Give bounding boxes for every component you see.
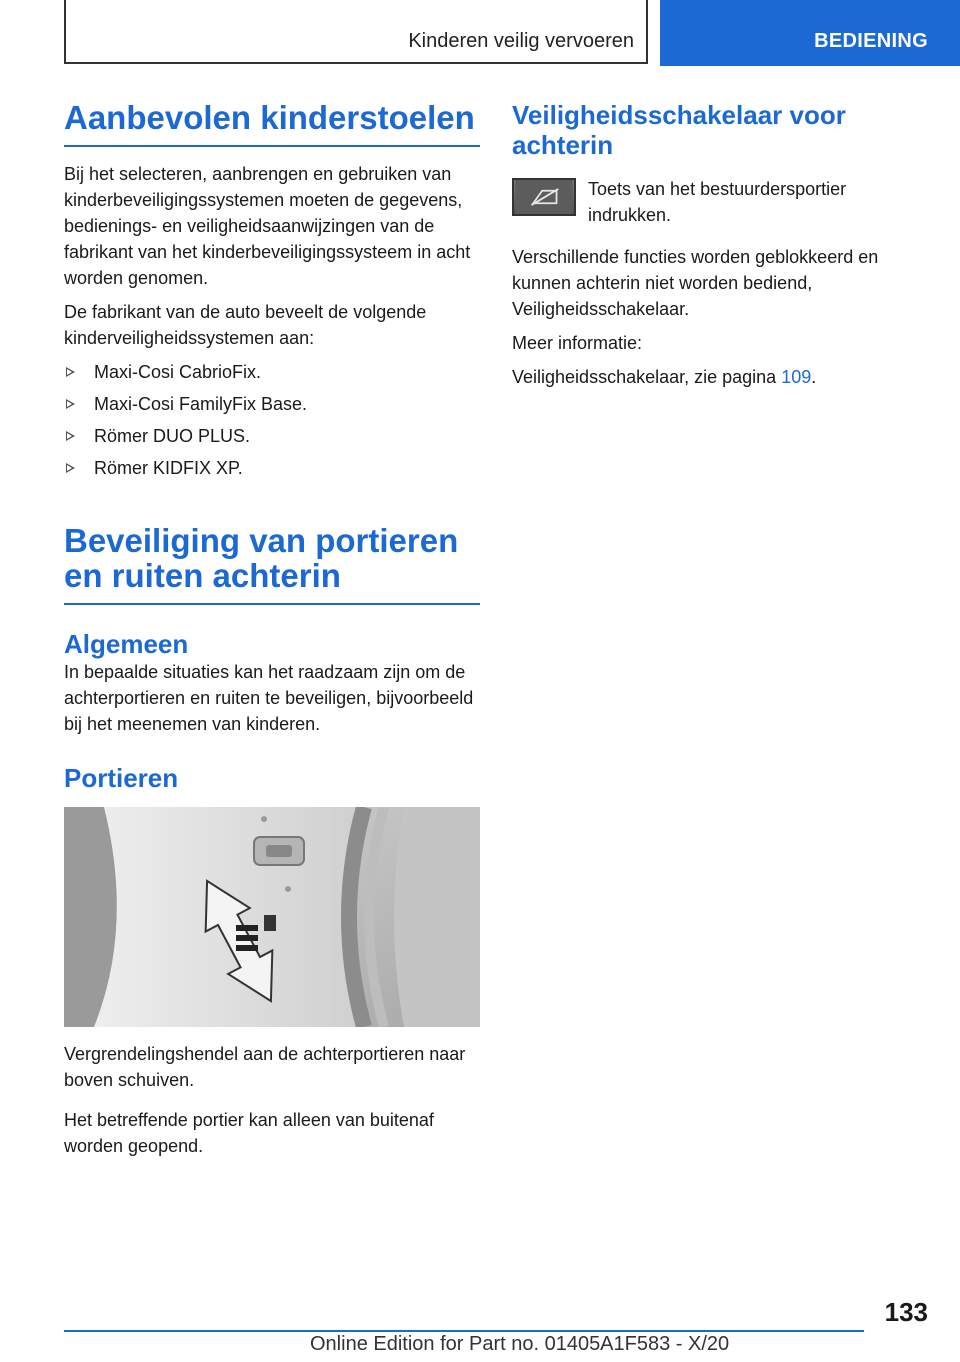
- paragraph-reference: Veiligheidsschakelaar, zie pagina 109.: [512, 367, 817, 387]
- image-caption: Vergrendelingshendel aan de achterportieren naar boven schuiven.: [64, 1044, 466, 1090]
- list-item: Maxi-Cosi FamilyFix Base.: [64, 391, 480, 417]
- door-lock-lever-illustration: [64, 807, 480, 1027]
- paragraph-general: In bepaalde situaties kan het raadzaam zijn om de achterportieren en ruiten te beveiligen, bijvoorbeeld bij het meenemen van kinderen.: [64, 662, 474, 734]
- key-instruction: [512, 176, 912, 236]
- window-lock-button-icon: [512, 178, 576, 216]
- paragraph-functions-blocked: Verschillende functies worden geblokkeerd en kunnen achterin niet worden bediend, Veiligheidsschakelaar.: [512, 247, 879, 319]
- header-section-title: Kinderen veilig vervoeren: [408, 30, 634, 52]
- header-chapter-tab: [660, 0, 960, 66]
- heading-safety-switch: Veiligheidsschakelaar voor achterin: [512, 100, 846, 160]
- heading-general: Algemeen: [64, 629, 189, 659]
- header-section-box: [64, 0, 648, 64]
- footer-edition: Online Edition for Part no. 01405A1F583 - X/20: [310, 1333, 730, 1355]
- heading-doors: Portieren: [64, 763, 179, 793]
- bullet-triangle-icon: [66, 431, 75, 441]
- page-number: 133: [884, 1297, 928, 1327]
- heading-door-window-lock: Beveiliging van portieren en ruiten achterin: [64, 523, 480, 605]
- paragraph-seat-instructions: Bij het selecteren, aanbrengen en gebruiken van kinderbeveiligingssystemen moeten de gegevens, bedienings- en veiligheidsaanwijzingen van de fabrikant van het kinderbeveiligingssysteem in acht worden genomen.: [64, 164, 471, 288]
- footer-divider: [64, 1330, 864, 1332]
- bullet-triangle-icon: [66, 367, 75, 377]
- key-instruction-text: Toets van het bestuurdersportier indrukken.: [588, 179, 847, 225]
- paragraph-more-info: Meer informatie:: [512, 333, 643, 353]
- paragraph-door-open-outside: Het betreffende portier kan alleen van buitenaf worden geopend.: [64, 1110, 434, 1156]
- left-column: [64, 100, 480, 1159]
- list-item: Maxi-Cosi CabrioFix.: [64, 359, 480, 385]
- page-reference-link[interactable]: 109: [781, 367, 812, 387]
- seat-list: [64, 359, 480, 481]
- header-chapter-title: BEDIENING: [814, 30, 928, 52]
- bullet-triangle-icon: [66, 399, 75, 409]
- bullet-triangle-icon: [66, 463, 75, 473]
- heading-recommended-seats: Aanbevolen kinderstoelen: [64, 100, 480, 147]
- list-item: Römer KIDFIX XP.: [64, 455, 480, 481]
- right-column: [512, 100, 912, 390]
- list-item: Römer DUO PLUS.: [64, 423, 480, 449]
- paragraph-manufacturer-recommends: De fabrikant van de auto beveelt de volgende kinderveiligheidssystemen aan:: [64, 302, 427, 348]
